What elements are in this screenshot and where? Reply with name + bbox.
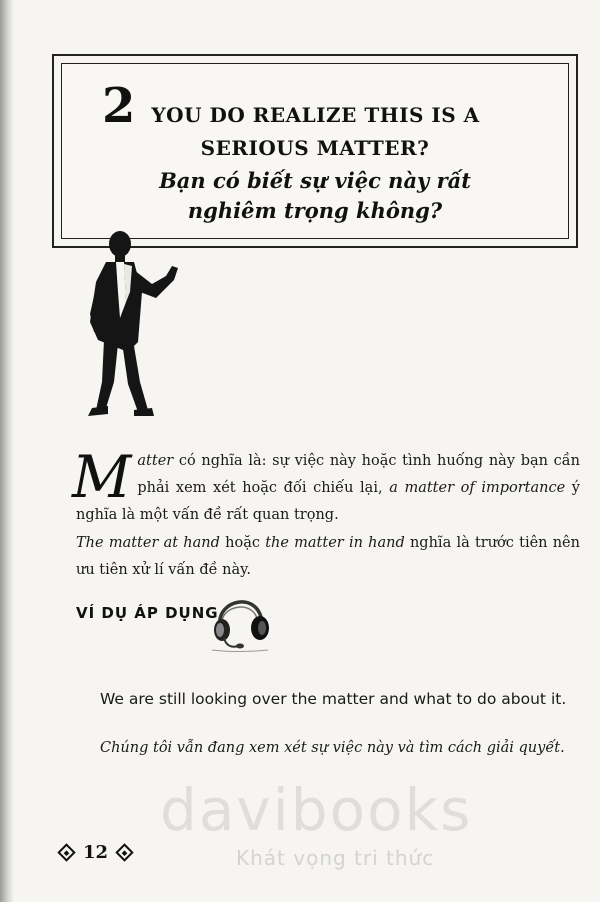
drop-cap-letter: M: [72, 443, 132, 511]
watermark-logo-text: davibooks: [160, 776, 473, 844]
definition-text-end: ý nghĩa là một vấn đề rất quan trọng.: [76, 480, 580, 523]
usage-text: nghĩa là trước tiên nên ưu tiên xử lí vấn đề này.: [76, 535, 580, 578]
chapter-number: 2: [102, 78, 136, 134]
title-english-line-1: YOU DO REALIZE THIS IS A: [151, 103, 480, 127]
term-matter-of-importance: a matter of importance: [389, 480, 566, 496]
title-line-1: [102, 78, 562, 134]
diamond-ornament-icon: [115, 843, 133, 861]
definition-text: có nghĩa là: sự việc này hoặc tình huống này bạn cần phải xem xét hoặc đối chiếu lại,: [137, 453, 580, 496]
usage-connector: hoặc: [219, 535, 266, 551]
watermark-slogan: Khát vọng tri thức: [236, 846, 435, 870]
title-inner-frame: [61, 63, 569, 239]
example-vietnamese-sentence: Chúng tôi vẫn đang xem xét sự việc này và tìm cách giải quyết.: [100, 740, 565, 756]
term-matter: atter: [137, 453, 174, 469]
usage-paragraph: [76, 530, 580, 584]
definition-paragraph: [72, 443, 580, 529]
title-english-line-2: SERIOUS MATTER?: [200, 136, 430, 160]
man-silhouette-illustration: [68, 222, 188, 422]
title-vietnamese-line-1: Bạn có biết sự việc này rất: [159, 168, 471, 193]
term-matter-in-hand: the matter in hand: [265, 535, 405, 551]
example-heading: VÍ DỤ ÁP DỤNG: [76, 604, 219, 622]
headphone-icon: [208, 586, 272, 656]
page-number: 12: [83, 842, 109, 863]
title-vietnamese-line-2: nghiêm trọng không?: [187, 198, 443, 223]
chapter-title-box: [52, 54, 578, 248]
page-number-block: [60, 842, 131, 863]
page-edge: [0, 0, 14, 902]
example-english-sentence: We are still looking over the matter and what to do about it.: [100, 690, 567, 708]
term-matter-at-hand: The matter at hand: [76, 535, 220, 551]
diamond-ornament-icon: [57, 843, 75, 861]
